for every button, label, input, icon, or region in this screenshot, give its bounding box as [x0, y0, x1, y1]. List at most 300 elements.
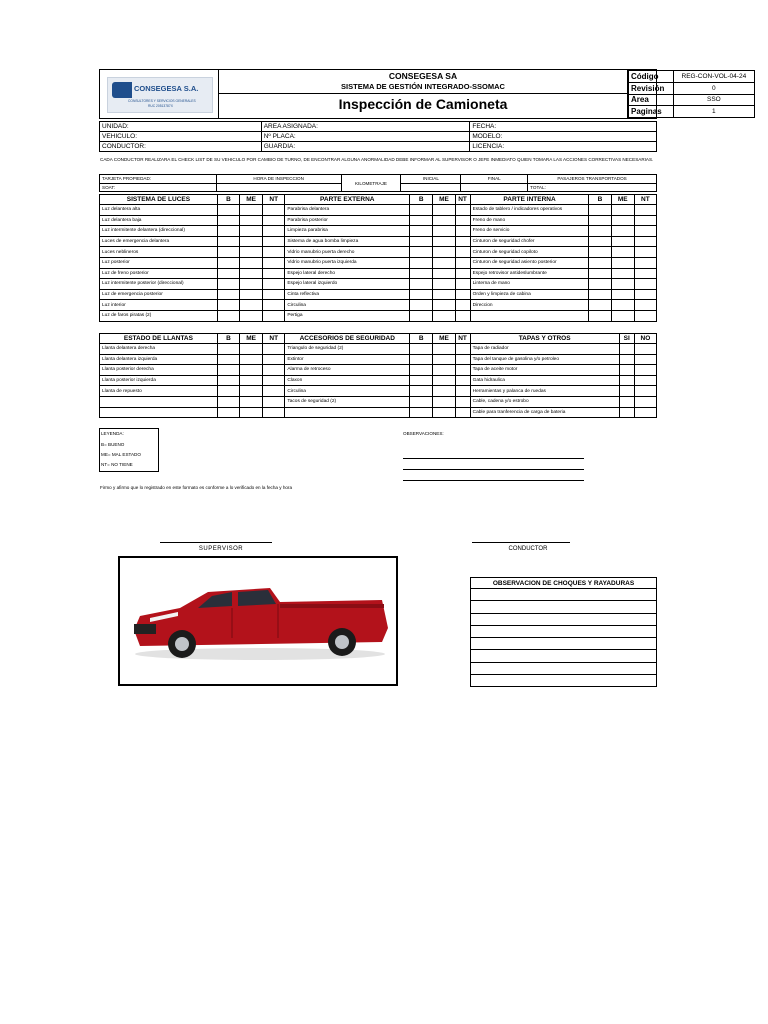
check-cell-me[interactable] [240, 257, 263, 268]
check-cell-me[interactable] [433, 354, 455, 365]
llantas-item: Llanta de repuesto [100, 386, 218, 397]
supervisor-label: SUPERVISOR [198, 546, 244, 552]
tapas-item: Tapa del tanque de gasolina y/o petroleo [470, 354, 619, 365]
check-cell-me[interactable] [433, 300, 455, 311]
unidad-field[interactable]: UNIDAD: [100, 122, 262, 132]
check-cell-b[interactable] [410, 300, 433, 311]
check-cell-b[interactable] [217, 215, 239, 226]
tapas-title: TAPAS Y OTROS [470, 334, 619, 344]
check-cell-nt[interactable] [455, 310, 470, 321]
instructions-notice: CADA CONDUCTOR REALIZARA EL CHECK LIST DE SU VEHICULO POR CAMBIO DE TURNO, DE ENCONTRAR ALGUNA ANORMALIDAD DEBE INFORMAR AL SUPERVISOR O JEFE INMEDIATO QUIEN TOMARA LAS ACCIONES CORRECTIVAS NECESARIAS. [100, 157, 654, 162]
check-cell-me[interactable] [240, 279, 263, 290]
check-cell-b[interactable] [217, 396, 239, 407]
check-cell-b[interactable] [410, 344, 433, 355]
choques-row[interactable] [471, 589, 657, 601]
vehicle-photo [118, 556, 398, 686]
check-cell-b[interactable] [410, 268, 433, 279]
check-cell-b[interactable] [410, 375, 433, 386]
tapas-item: Herramientas y palanca de ruedas [470, 386, 619, 397]
legend-title: LEYENDA: [101, 431, 124, 436]
table-row [100, 279, 657, 290]
meta-value: 0 [673, 82, 754, 94]
check-cell-si[interactable] [619, 365, 634, 376]
check-cell-b[interactable] [217, 205, 239, 216]
externa-item: Vidrio manubrio puerta izquierda [285, 257, 410, 268]
check-cell-si[interactable] [619, 386, 634, 397]
tapas-item: Cable, cadena y/o estrobo [470, 396, 619, 407]
accesorios-item: Alarma de retroceso [285, 365, 410, 376]
externa-item: Espejo lateral derecho [285, 268, 410, 279]
externa-item: Circulina [285, 300, 410, 311]
check-cell-b[interactable] [217, 386, 239, 397]
check-cell-nt[interactable] [455, 205, 470, 216]
interna-item [470, 310, 589, 321]
check-cell-b[interactable] [217, 226, 239, 237]
check-cell-b[interactable] [410, 236, 433, 247]
llantas-title: ESTADO DE LLANTAS [100, 334, 218, 344]
inspection-table-1 [99, 194, 657, 322]
luces-item: Luz interior [100, 300, 218, 311]
luces-title: SISTEMA DE LUCES [100, 195, 218, 205]
check-cell-nt[interactable] [455, 268, 470, 279]
check-cell-si[interactable] [619, 407, 634, 418]
check-cell-me[interactable] [611, 205, 634, 216]
check-cell-me[interactable] [240, 354, 263, 365]
check-cell-nt[interactable] [455, 247, 470, 258]
check-cell-nt[interactable] [455, 386, 470, 397]
guardia-field[interactable]: GUARDIA: [261, 142, 470, 152]
col-b: B [217, 195, 239, 205]
check-cell-nt[interactable] [263, 205, 285, 216]
check-cell-me[interactable] [240, 310, 263, 321]
externa-title: PARTE EXTERNA [285, 195, 410, 205]
table-row [100, 236, 657, 247]
luces-item: Luz delantera alta [100, 205, 218, 216]
check-cell-nt[interactable] [455, 215, 470, 226]
externa-item: Cinta reflectiva [285, 289, 410, 300]
check-cell-me[interactable] [240, 344, 263, 355]
check-cell-me[interactable] [240, 205, 263, 216]
interna-item: Estado de tablero / indicadores operativos [470, 205, 589, 216]
check-cell-nt[interactable] [263, 386, 285, 397]
table-row [100, 300, 657, 311]
luces-item: Luz de freno posterior [100, 268, 218, 279]
choques-row[interactable] [471, 638, 657, 650]
table-row [100, 354, 657, 365]
check-cell-me[interactable] [433, 386, 455, 397]
interna-item: Linterna de mano [470, 279, 589, 290]
choques-row[interactable] [471, 650, 657, 662]
accesorios-item: Claxon [285, 375, 410, 386]
tapas-item: Tapa de aceite motor [470, 365, 619, 376]
check-cell-nt[interactable] [634, 300, 656, 311]
llantas-item: Llanta posterior izquierda [100, 375, 218, 386]
modelo-field[interactable]: MODELO: [470, 132, 657, 142]
check-cell-me[interactable] [611, 226, 634, 237]
accesorios-item: Tacos de seguridad (2) [285, 396, 410, 407]
check-cell-b[interactable] [217, 257, 239, 268]
check-cell-nt[interactable] [263, 300, 285, 311]
legend-item: ME= MAL ESTADO [101, 452, 141, 457]
check-cell-no[interactable] [634, 375, 656, 386]
luces-item: Luz intermitente delantera (direccional) [100, 226, 218, 237]
logo-text: CONSEGESA S.A. [134, 84, 199, 93]
check-cell-nt[interactable] [634, 279, 656, 290]
observation-line[interactable] [403, 469, 584, 470]
check-cell-nt[interactable] [455, 279, 470, 290]
check-cell-b[interactable] [217, 289, 239, 300]
check-cell-me[interactable] [611, 310, 634, 321]
check-cell-b[interactable] [217, 365, 239, 376]
check-cell-me[interactable] [433, 215, 455, 226]
check-cell-nt[interactable] [263, 268, 285, 279]
trip-info-table [99, 174, 657, 192]
llantas-item [100, 407, 218, 418]
choques-cell[interactable] [471, 625, 657, 637]
meta-label: Revisión [629, 82, 674, 94]
check-cell-b[interactable] [217, 344, 239, 355]
check-cell-me[interactable] [433, 226, 455, 237]
check-cell-nt[interactable] [455, 226, 470, 237]
check-cell-me[interactable] [433, 310, 455, 321]
check-cell-me[interactable] [433, 289, 455, 300]
interna-item: Cinturon de seguridad asiento posterior [470, 257, 589, 268]
logo-ruc: RUC 20513787X [148, 104, 173, 108]
externa-item: Pertiga [285, 310, 410, 321]
check-cell-me[interactable] [433, 407, 455, 418]
check-cell-nt[interactable] [455, 354, 470, 365]
accesorios-item: Circulina [285, 386, 410, 397]
affirmation-text: Firmo y afirmo que lo registrado en este formato es conforme a lo verificado en la fecha y hora [100, 485, 293, 490]
fecha-field[interactable]: FECHA: [470, 122, 657, 132]
check-cell-nt[interactable] [263, 344, 285, 355]
externa-item: Espejo lateral izquierdo [285, 279, 410, 290]
choques-table [470, 577, 657, 687]
placa-field[interactable]: Nº PLACA: [261, 132, 470, 142]
check-cell-me[interactable] [433, 268, 455, 279]
check-cell-b[interactable] [589, 215, 611, 226]
llantas-item: Llanta delantera derecha [100, 344, 218, 355]
interna-item: Freno de servicio [470, 226, 589, 237]
check-cell-nt[interactable] [634, 247, 656, 258]
check-cell-me[interactable] [240, 236, 263, 247]
check-cell-no[interactable] [634, 396, 656, 407]
check-cell-nt[interactable] [263, 289, 285, 300]
check-cell-me[interactable] [240, 375, 263, 386]
col-nt: NT [634, 195, 656, 205]
check-cell-me[interactable] [611, 257, 634, 268]
tapas-item: Cable para tranferencia de carga de bateria [470, 407, 619, 418]
check-cell-nt[interactable] [455, 375, 470, 386]
col-me: ME [433, 334, 455, 344]
check-cell-nt[interactable] [634, 236, 656, 247]
check-cell-nt[interactable] [455, 365, 470, 376]
check-cell-b[interactable] [410, 247, 433, 258]
choques-cell[interactable] [471, 601, 657, 613]
conductor-field[interactable]: CONDUCTOR: [100, 142, 262, 152]
observation-line[interactable] [403, 480, 584, 481]
check-cell-me[interactable] [240, 226, 263, 237]
choques-cell[interactable] [471, 589, 657, 601]
check-cell-b[interactable] [217, 279, 239, 290]
check-cell-nt[interactable] [634, 205, 656, 216]
luces-item: Luz posterior [100, 257, 218, 268]
check-cell-me[interactable] [433, 279, 455, 290]
legend-box [99, 428, 159, 472]
check-cell-nt[interactable] [263, 365, 285, 376]
check-cell-me[interactable] [433, 396, 455, 407]
check-cell-me[interactable] [611, 279, 634, 290]
check-cell-nt[interactable] [455, 289, 470, 300]
inicial-label: INICIAL [401, 175, 461, 184]
check-cell-me[interactable] [611, 236, 634, 247]
check-cell-b[interactable] [589, 300, 611, 311]
total-field[interactable]: TOTAL: [528, 183, 657, 192]
check-cell-b[interactable] [589, 310, 611, 321]
interna-item: Freno de mano [470, 215, 589, 226]
choques-cell[interactable] [471, 650, 657, 662]
table-row [100, 289, 657, 300]
check-cell-me[interactable] [433, 257, 455, 268]
check-cell-me[interactable] [433, 205, 455, 216]
check-cell-b[interactable] [589, 289, 611, 300]
col-no: NO [634, 334, 656, 344]
check-cell-b[interactable] [589, 236, 611, 247]
table-row [100, 365, 657, 376]
check-cell-me[interactable] [433, 375, 455, 386]
check-cell-me[interactable] [611, 268, 634, 279]
check-cell-me[interactable] [611, 300, 634, 311]
check-cell-nt[interactable] [634, 268, 656, 279]
accesorios-item: Extintor [285, 354, 410, 365]
check-cell-b[interactable] [589, 257, 611, 268]
llantas-item: Llanta delantera izquierda [100, 354, 218, 365]
check-cell-si[interactable] [619, 375, 634, 386]
choques-row[interactable] [471, 675, 657, 687]
conductor-signature-line[interactable] [472, 542, 570, 543]
check-cell-b[interactable] [410, 205, 433, 216]
check-cell-nt[interactable] [455, 344, 470, 355]
externa-item: Parabrisa posterior [285, 215, 410, 226]
observation-line[interactable] [403, 458, 584, 459]
check-cell-b[interactable] [410, 365, 433, 376]
check-cell-no[interactable] [634, 407, 656, 418]
check-cell-no[interactable] [634, 344, 656, 355]
interna-item: Orden y limpieza de cabina [470, 289, 589, 300]
check-cell-no[interactable] [634, 365, 656, 376]
choques-cell[interactable] [471, 638, 657, 650]
check-cell-me[interactable] [433, 247, 455, 258]
table-row [100, 310, 657, 321]
check-cell-me[interactable] [433, 365, 455, 376]
legend-item: NT= NO TIENE [101, 462, 133, 467]
logo-mark-icon [112, 82, 132, 98]
check-cell-me[interactable] [240, 268, 263, 279]
check-cell-nt[interactable] [455, 300, 470, 311]
check-cell-nt[interactable] [263, 247, 285, 258]
check-cell-nt[interactable] [263, 236, 285, 247]
check-cell-b[interactable] [410, 396, 433, 407]
check-cell-b[interactable] [217, 247, 239, 258]
vehiculo-field[interactable]: VEHICULO: [100, 132, 262, 142]
system-name: SISTEMA DE GESTIÓN INTEGRADO-SSOMAC [341, 82, 505, 91]
check-cell-me[interactable] [611, 247, 634, 258]
check-cell-b[interactable] [410, 226, 433, 237]
col-si: SI [619, 334, 634, 344]
check-cell-me[interactable] [240, 300, 263, 311]
logo-subtitle: CONSULTORES Y SERVICIOS GENERALES [128, 99, 196, 103]
hora-label: HORA DE INSPECCION [216, 175, 341, 184]
meta-value: REG-CON-VOL-04-24 [673, 71, 754, 83]
table-row [100, 257, 657, 268]
check-cell-me[interactable] [433, 344, 455, 355]
col-b: B [410, 334, 433, 344]
check-cell-me[interactable] [240, 396, 263, 407]
luces-item: Luz delantera baja [100, 215, 218, 226]
interna-item: Direccion [470, 300, 589, 311]
check-cell-nt[interactable] [263, 310, 285, 321]
choques-cell[interactable] [471, 662, 657, 674]
check-cell-b[interactable] [589, 247, 611, 258]
check-cell-b[interactable] [410, 310, 433, 321]
externa-item: Sistema de agua bomba limpieza [285, 236, 410, 247]
supervisor-signature-line[interactable] [160, 542, 272, 543]
externa-item: Limpieza parabrisa [285, 226, 410, 237]
check-cell-si[interactable] [619, 396, 634, 407]
final-value[interactable] [461, 183, 528, 192]
check-cell-me[interactable] [240, 386, 263, 397]
choques-row[interactable] [471, 625, 657, 637]
col-nt: NT [263, 334, 285, 344]
check-cell-b[interactable] [410, 354, 433, 365]
check-cell-nt[interactable] [634, 289, 656, 300]
check-cell-b[interactable] [589, 279, 611, 290]
check-cell-nt[interactable] [634, 215, 656, 226]
check-cell-me[interactable] [240, 215, 263, 226]
choques-row[interactable] [471, 662, 657, 674]
check-cell-b[interactable] [410, 289, 433, 300]
legend-item: B= BUENO [101, 442, 125, 447]
check-cell-b[interactable] [410, 257, 433, 268]
document-meta [628, 70, 755, 118]
tapas-item: Gata hidraulica [470, 375, 619, 386]
form-header [99, 69, 747, 119]
check-cell-no[interactable] [634, 354, 656, 365]
table-row [100, 396, 657, 407]
check-cell-me[interactable] [240, 247, 263, 258]
llantas-item: Llanta posterior derecha [100, 365, 218, 376]
accesorios-item [285, 407, 410, 418]
licencia-field[interactable]: LICENCIA: [470, 142, 657, 152]
meta-label: Código [629, 71, 674, 83]
check-cell-no[interactable] [634, 386, 656, 397]
accesorios-title: ACCESORIOS DE SEGURIDAD [285, 334, 410, 344]
check-cell-me[interactable] [240, 407, 263, 418]
soat-field[interactable]: SOAT: [100, 183, 217, 192]
externa-item: Parabrisa delantera [285, 205, 410, 216]
check-cell-me[interactable] [611, 289, 634, 300]
check-cell-b[interactable] [410, 407, 433, 418]
check-cell-me[interactable] [611, 215, 634, 226]
choques-cell[interactable] [471, 613, 657, 625]
check-cell-nt[interactable] [634, 257, 656, 268]
check-cell-nt[interactable] [263, 257, 285, 268]
check-cell-b[interactable] [410, 215, 433, 226]
check-cell-me[interactable] [240, 289, 263, 300]
check-cell-b[interactable] [410, 279, 433, 290]
area-field[interactable]: AREA ASIGNADA: [261, 122, 470, 132]
meta-label: Area [629, 94, 674, 106]
interna-item: Cinturon de seguridad copiloto [470, 247, 589, 258]
check-cell-b[interactable] [589, 205, 611, 216]
check-cell-b[interactable] [217, 268, 239, 279]
table-row [100, 268, 657, 279]
check-cell-me[interactable] [433, 236, 455, 247]
choques-cell[interactable] [471, 675, 657, 687]
meta-value: SSO [673, 94, 754, 106]
check-cell-nt[interactable] [455, 396, 470, 407]
hora-value[interactable] [216, 183, 341, 192]
luces-item: Luz de faros piratas (2) [100, 310, 218, 321]
check-cell-b[interactable] [589, 268, 611, 279]
header-titles [219, 70, 628, 118]
check-cell-b[interactable] [217, 310, 239, 321]
meta-value: 1 [673, 106, 754, 118]
choques-row[interactable] [471, 601, 657, 613]
col-nt: NT [455, 334, 470, 344]
conductor-label: CONDUCTOR [508, 546, 548, 552]
check-cell-nt[interactable] [634, 226, 656, 237]
check-cell-b[interactable] [217, 354, 239, 365]
inicial-value[interactable] [401, 183, 461, 192]
check-cell-b[interactable] [217, 300, 239, 311]
check-cell-nt[interactable] [263, 375, 285, 386]
luces-item: Luces neblineros [100, 247, 218, 258]
luces-item: Luces de emergencia delantera [100, 236, 218, 247]
check-cell-me[interactable] [240, 365, 263, 376]
interna-item: Espejo retrovisor antideslumbrante [470, 268, 589, 279]
check-cell-nt[interactable] [455, 236, 470, 247]
table-row [100, 344, 657, 355]
check-cell-nt[interactable] [263, 226, 285, 237]
externa-item: Vidrio manubrio puerta derecho [285, 247, 410, 258]
check-cell-nt[interactable] [263, 396, 285, 407]
check-cell-b[interactable] [217, 407, 239, 418]
table-row [100, 226, 657, 237]
interna-item: Cinturon de seguridad chofer [470, 236, 589, 247]
check-cell-nt[interactable] [263, 215, 285, 226]
check-cell-si[interactable] [619, 344, 634, 355]
check-cell-nt[interactable] [634, 310, 656, 321]
check-cell-nt[interactable] [263, 354, 285, 365]
col-nt: NT [455, 195, 470, 205]
check-cell-b[interactable] [217, 236, 239, 247]
check-cell-nt[interactable] [455, 407, 470, 418]
tapas-item: Tapa de radiador [470, 344, 619, 355]
check-cell-nt[interactable] [455, 257, 470, 268]
tarjeta-field[interactable]: TARJETA PROPIEDAD: [100, 175, 217, 184]
table-row [100, 247, 657, 258]
check-cell-b[interactable] [410, 386, 433, 397]
choques-row[interactable] [471, 613, 657, 625]
check-cell-b[interactable] [589, 226, 611, 237]
table-row [100, 407, 657, 418]
check-cell-b[interactable] [217, 375, 239, 386]
col-me: ME [240, 195, 263, 205]
check-cell-nt[interactable] [263, 279, 285, 290]
check-cell-nt[interactable] [263, 407, 285, 418]
check-cell-si[interactable] [619, 354, 634, 365]
